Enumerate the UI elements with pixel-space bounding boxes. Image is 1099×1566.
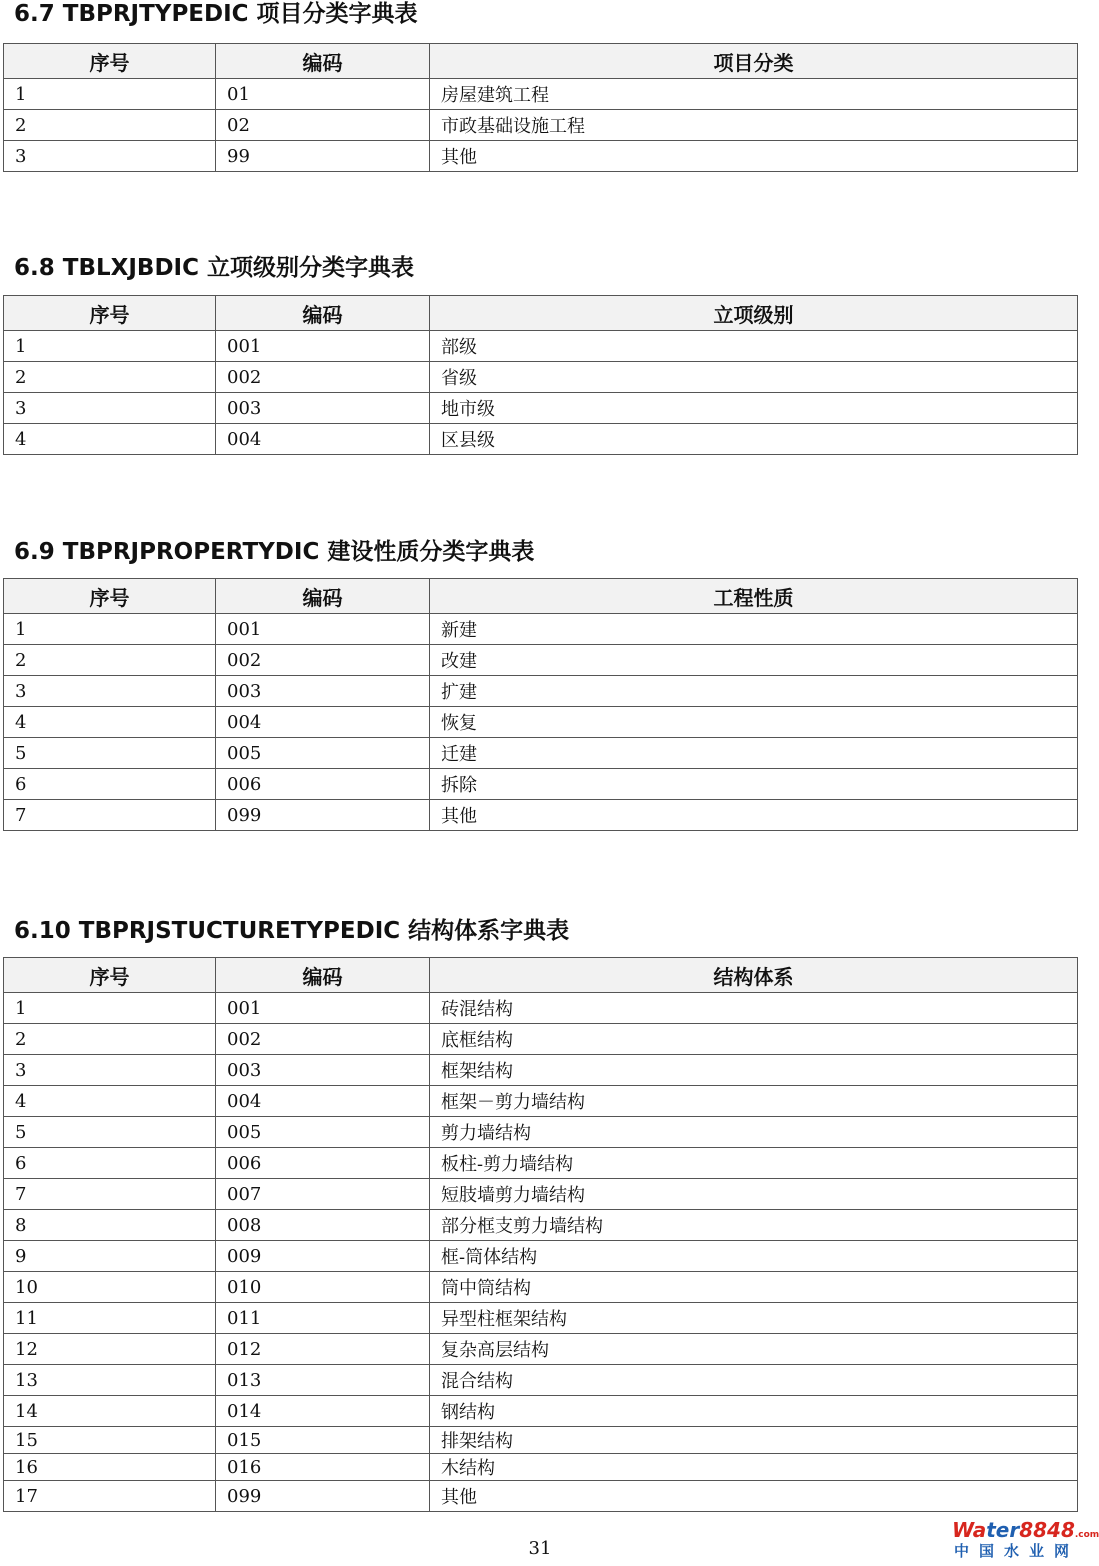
table-row <box>4 1396 1078 1427</box>
table-row <box>4 769 1078 800</box>
row-index-cell: 10 <box>4 1272 216 1303</box>
row-index-cell: 16 <box>4 1454 216 1481</box>
row-value-cell: 拆除 <box>430 769 1078 800</box>
section-title: 6.10 TBPRJSTUCTURETYPEDIC 结构体系字典表 <box>14 918 570 944</box>
row-code-cell: 013 <box>216 1365 430 1396</box>
table-row <box>4 1334 1078 1365</box>
row-value-cell: 迁建 <box>430 738 1078 769</box>
row-code-cell: 02 <box>216 110 430 141</box>
row-code-cell: 011 <box>216 1303 430 1334</box>
row-value-cell: 框架结构 <box>430 1055 1078 1086</box>
row-code-cell: 002 <box>216 645 430 676</box>
row-index-cell: 4 <box>4 707 216 738</box>
table-row <box>4 1454 1078 1481</box>
table-row <box>4 800 1078 831</box>
row-code-cell: 01 <box>216 79 430 110</box>
row-value-cell: 剪力墙结构 <box>430 1117 1078 1148</box>
row-value-cell: 其他 <box>430 800 1078 831</box>
row-index-cell: 12 <box>4 1334 216 1365</box>
table-row <box>4 1055 1078 1086</box>
logo-digits: 8848 <box>1019 1518 1075 1542</box>
watermark-logo <box>952 1518 1099 1560</box>
row-code-cell: 004 <box>216 1086 430 1117</box>
row-code-cell: 002 <box>216 362 430 393</box>
column-header-index: 序号 <box>4 296 216 331</box>
row-index-cell: 13 <box>4 1365 216 1396</box>
row-value-cell: 市政基础设施工程 <box>430 110 1078 141</box>
row-value-cell: 底框结构 <box>430 1024 1078 1055</box>
row-value-cell: 部级 <box>430 331 1078 362</box>
table-row <box>4 1365 1078 1396</box>
row-code-cell: 001 <box>216 331 430 362</box>
row-index-cell: 14 <box>4 1396 216 1427</box>
row-value-cell: 扩建 <box>430 676 1078 707</box>
table-header-row <box>4 579 1078 614</box>
column-header-code: 编码 <box>216 579 430 614</box>
row-value-cell: 混合结构 <box>430 1365 1078 1396</box>
row-code-cell: 001 <box>216 993 430 1024</box>
row-index-cell: 11 <box>4 1303 216 1334</box>
row-index-cell: 1 <box>4 993 216 1024</box>
table-row <box>4 1241 1078 1272</box>
row-code-cell: 004 <box>216 707 430 738</box>
row-value-cell: 排架结构 <box>430 1427 1078 1454</box>
row-index-cell: 4 <box>4 1086 216 1117</box>
table-row <box>4 1272 1078 1303</box>
row-value-cell: 改建 <box>430 645 1078 676</box>
row-index-cell: 2 <box>4 110 216 141</box>
row-value-cell: 框-筒体结构 <box>430 1241 1078 1272</box>
row-index-cell: 4 <box>4 424 216 455</box>
row-value-cell: 钢结构 <box>430 1396 1078 1427</box>
row-index-cell: 3 <box>4 676 216 707</box>
row-index-cell: 2 <box>4 1024 216 1055</box>
table-row <box>4 110 1078 141</box>
row-value-cell: 异型柱框架结构 <box>430 1303 1078 1334</box>
table-row <box>4 738 1078 769</box>
table-row <box>4 1303 1078 1334</box>
table-row <box>4 141 1078 172</box>
row-index-cell: 3 <box>4 393 216 424</box>
row-index-cell: 1 <box>4 331 216 362</box>
row-index-cell: 17 <box>4 1481 216 1512</box>
row-code-cell: 012 <box>216 1334 430 1365</box>
row-value-cell: 短肢墙剪力墙结构 <box>430 1179 1078 1210</box>
row-index-cell: 7 <box>4 1179 216 1210</box>
row-value-cell: 筒中筒结构 <box>430 1272 1078 1303</box>
row-index-cell: 3 <box>4 141 216 172</box>
column-header-code: 编码 <box>216 44 430 79</box>
table-row <box>4 79 1078 110</box>
row-index-cell: 8 <box>4 1210 216 1241</box>
row-value-cell: 木结构 <box>430 1454 1078 1481</box>
row-code-cell: 003 <box>216 393 430 424</box>
row-value-cell: 地市级 <box>430 393 1078 424</box>
row-value-cell: 新建 <box>430 614 1078 645</box>
logo-wordmark <box>952 1518 1099 1542</box>
table-row <box>4 1427 1078 1454</box>
row-index-cell: 1 <box>4 79 216 110</box>
row-value-cell: 砖混结构 <box>430 993 1078 1024</box>
column-header-index: 序号 <box>4 44 216 79</box>
table-row <box>4 614 1078 645</box>
row-index-cell: 6 <box>4 769 216 800</box>
row-code-cell: 007 <box>216 1179 430 1210</box>
section-title: 6.9 TBPRJPROPERTYDIC 建设性质分类字典表 <box>14 539 535 565</box>
column-header-index: 序号 <box>4 579 216 614</box>
row-code-cell: 006 <box>216 769 430 800</box>
dictionary-table <box>3 957 1078 1512</box>
table-row <box>4 1024 1078 1055</box>
row-index-cell: 5 <box>4 738 216 769</box>
row-index-cell: 2 <box>4 362 216 393</box>
table-header-row <box>4 296 1078 331</box>
column-header-code: 编码 <box>216 296 430 331</box>
table-row <box>4 1148 1078 1179</box>
dictionary-table <box>3 43 1078 172</box>
dictionary-table <box>3 295 1078 455</box>
row-code-cell: 003 <box>216 676 430 707</box>
row-index-cell: 7 <box>4 800 216 831</box>
table-row <box>4 676 1078 707</box>
row-index-cell: 15 <box>4 1427 216 1454</box>
row-code-cell: 003 <box>216 1055 430 1086</box>
row-value-cell: 板柱-剪力墙结构 <box>430 1148 1078 1179</box>
logo-word-b: ter <box>986 1518 1020 1542</box>
row-index-cell: 3 <box>4 1055 216 1086</box>
table-row <box>4 362 1078 393</box>
row-index-cell: 2 <box>4 645 216 676</box>
column-header-level: 立项级别 <box>430 296 1078 331</box>
section-title: 6.7 TBPRJTYPEDIC 项目分类字典表 <box>14 1 418 27</box>
row-index-cell: 9 <box>4 1241 216 1272</box>
section-title: 6.8 TBLXJBDIC 立项级别分类字典表 <box>14 255 414 281</box>
row-code-cell: 99 <box>216 141 430 172</box>
row-index-cell: 6 <box>4 1148 216 1179</box>
row-code-cell: 008 <box>216 1210 430 1241</box>
table-row <box>4 1210 1078 1241</box>
row-index-cell: 1 <box>4 614 216 645</box>
row-value-cell: 恢复 <box>430 707 1078 738</box>
row-value-cell: 部分框支剪力墙结构 <box>430 1210 1078 1241</box>
table-row <box>4 993 1078 1024</box>
column-header-index: 序号 <box>4 958 216 993</box>
row-code-cell: 005 <box>216 738 430 769</box>
row-value-cell: 区县级 <box>430 424 1078 455</box>
dictionary-table <box>3 578 1078 831</box>
table-row <box>4 424 1078 455</box>
table-header-row <box>4 958 1078 993</box>
table-row <box>4 1481 1078 1512</box>
row-value-cell: 其他 <box>430 141 1078 172</box>
row-code-cell: 016 <box>216 1454 430 1481</box>
table-row <box>4 1117 1078 1148</box>
logo-suffix: .com <box>1074 1530 1099 1540</box>
row-index-cell: 5 <box>4 1117 216 1148</box>
page-number: 31 <box>528 1538 552 1559</box>
row-value-cell: 其他 <box>430 1481 1078 1512</box>
row-code-cell: 099 <box>216 1481 430 1512</box>
row-value-cell: 复杂高层结构 <box>430 1334 1078 1365</box>
logo-word-a: Wa <box>952 1518 987 1542</box>
column-header-category: 项目分类 <box>430 44 1078 79</box>
table-row <box>4 331 1078 362</box>
row-value-cell: 框架－剪力墙结构 <box>430 1086 1078 1117</box>
row-code-cell: 014 <box>216 1396 430 1427</box>
row-code-cell: 009 <box>216 1241 430 1272</box>
row-value-cell: 房屋建筑工程 <box>430 79 1078 110</box>
table-row <box>4 707 1078 738</box>
row-code-cell: 099 <box>216 800 430 831</box>
table-row <box>4 1086 1078 1117</box>
row-code-cell: 002 <box>216 1024 430 1055</box>
column-header-code: 编码 <box>216 958 430 993</box>
table-row <box>4 393 1078 424</box>
column-header-structure: 结构体系 <box>430 958 1078 993</box>
table-row <box>4 1179 1078 1210</box>
row-code-cell: 004 <box>216 424 430 455</box>
logo-cn-text: 中国水业网 <box>954 1542 1080 1560</box>
row-code-cell: 015 <box>216 1427 430 1454</box>
row-value-cell: 省级 <box>430 362 1078 393</box>
row-code-cell: 006 <box>216 1148 430 1179</box>
row-code-cell: 005 <box>216 1117 430 1148</box>
table-row <box>4 645 1078 676</box>
row-code-cell: 010 <box>216 1272 430 1303</box>
table-header-row <box>4 44 1078 79</box>
row-code-cell: 001 <box>216 614 430 645</box>
column-header-property: 工程性质 <box>430 579 1078 614</box>
